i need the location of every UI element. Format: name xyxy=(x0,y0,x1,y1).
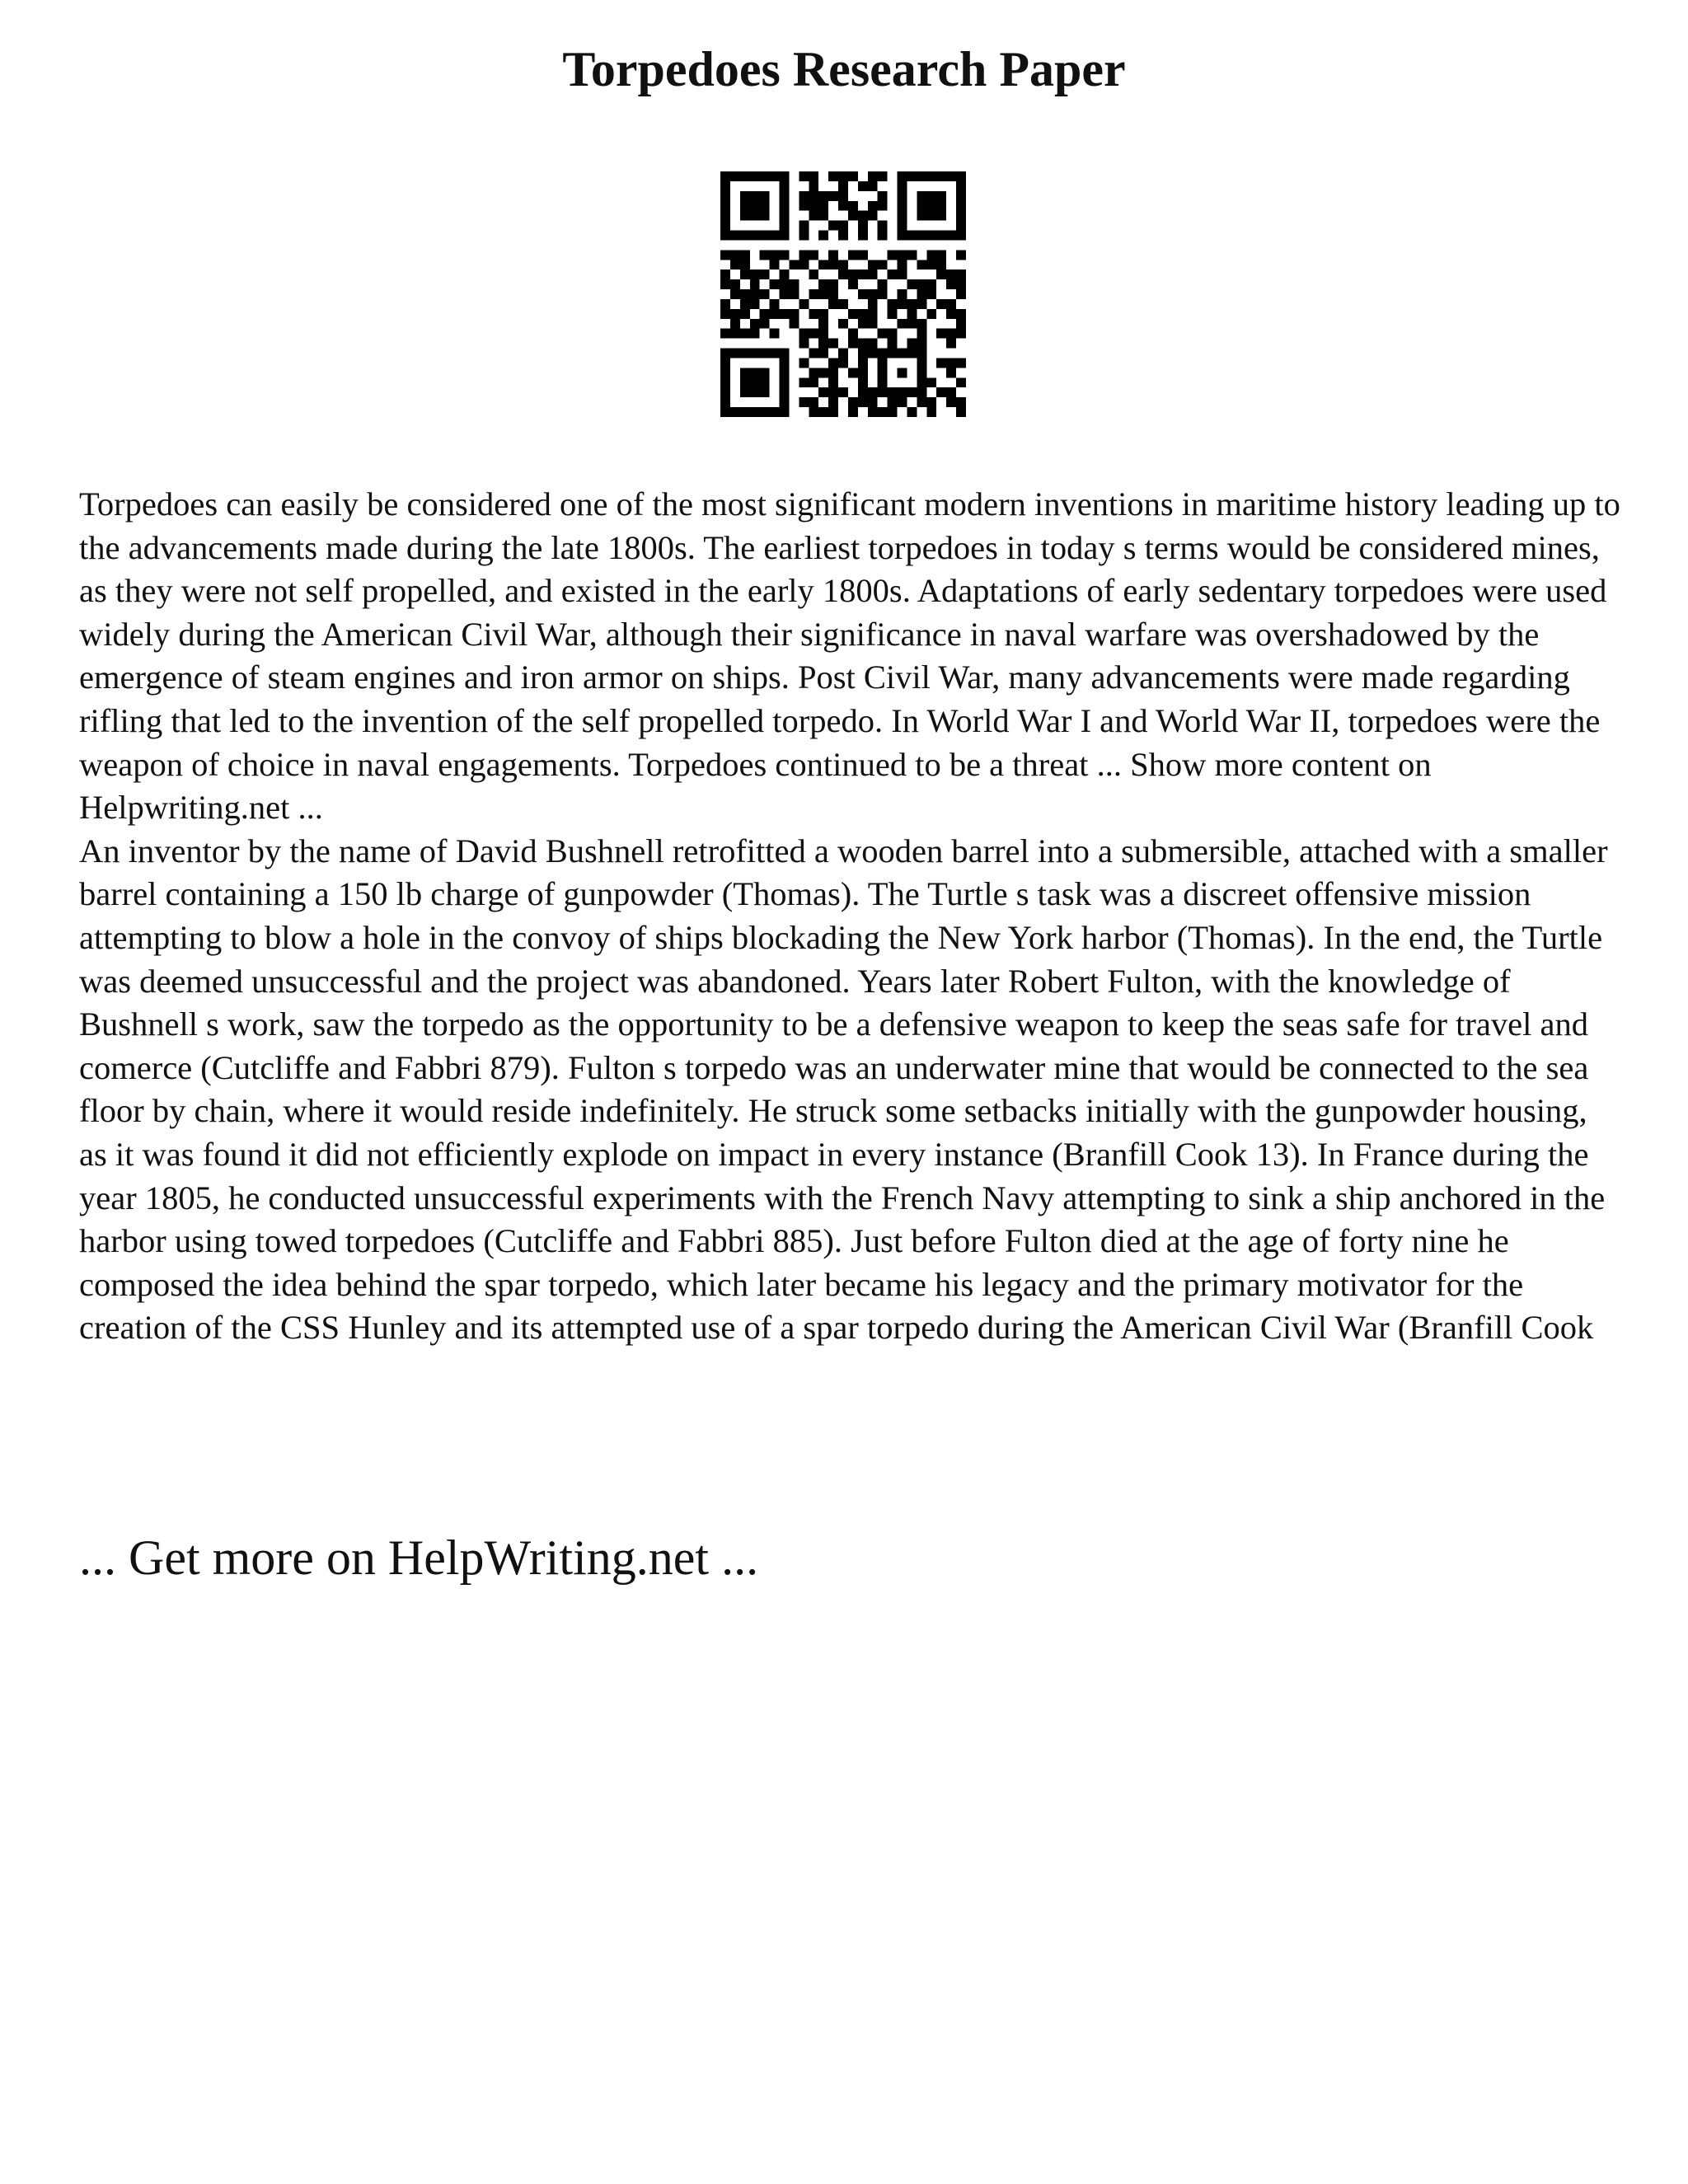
paragraph: Torpedoes can easily be considered one of the most significant modern inventions in maritime history leading up to the advancements made during the late 1800s. The earliest torpedoes in today s terms would be considered mines, as they were not self propelled, and existed in the early 1800s. Adaptations of early sedentary torpedoes were used widely during the American Civil War, although their significance in naval warfare was overshadowed by the emergence of steam engines and iron armor on ships. Post Civil War, many advancements were made regarding rifling that led to the invention of the self propelled torpedo. In World War I and World War II, torpedoes were the weapon of choice in naval engagements. Torpedoes continued to be a threat ... Show more content on Helpwriting.net ... xyxy=(79,485,1620,827)
article-body xyxy=(79,483,1620,1350)
paragraph: An inventor by the name of David Bushnell retrofitted a wooden barrel into a submersible, attached with a smaller barrel containing a 150 lb charge of gunpowder (Thomas). The Turtle s task was a discreet offensive mission attempting to blow a hole in the convoy of ships blockading the New York harbor (Thomas). In the end, the Turtle was deemed unsuccessful and the project was abandoned. Years later Robert Fulton, with the knowledge of Bushnell s work, saw the torpedo as the opportunity to be a defensive weapon to keep the seas safe for travel and comerce (Cutcliffe and Fabbri 879). Fulton s torpedo was an underwater mine that would be connected to the sea floor by chain, where it would reside indefinitely. He struck some setbacks initially with the gunpowder housing, as it was found it did not efficiently explode on impact in every instance (Branfill Cook 13). In France during the year 1805, he conducted unsuccessful experiments with the French Navy attempting to sink a ship anchored in the harbor using towed torpedoes (Cutcliffe and Fabbri 885). Just before Fulton died at the age of forty nine he composed the idea behind the spar torpedo, which later became his legacy and the primary motivator for the creation of the CSS Hunley and its attempted use of a spar torpedo during the American Civil War (Branfill Cook xyxy=(79,832,1608,1347)
get-more-link[interactable]: ... Get more on HelpWriting.net ... xyxy=(79,1530,759,1585)
qr-code-icon xyxy=(720,171,966,417)
page-title: Torpedoes Research Paper xyxy=(562,42,1126,96)
